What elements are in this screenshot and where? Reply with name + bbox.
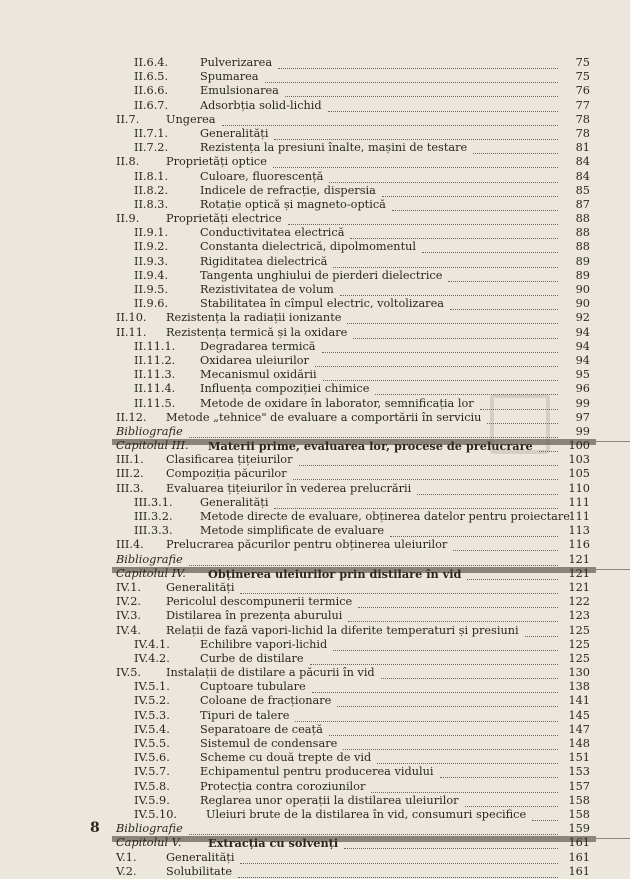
toc-entry-title: Rigiditatea dielectrică — [200, 254, 328, 268]
toc-row — [0, 694, 630, 708]
toc-page-number: 97 — [575, 410, 590, 424]
toc-page-number: 100 — [568, 439, 590, 453]
toc-entry-title: Generalități — [166, 580, 235, 594]
toc-section-number: II.8.1. — [134, 169, 169, 183]
toc-row — [0, 680, 630, 694]
toc-page-number: 157 — [568, 779, 590, 793]
toc-entry-title: Rezistența la radiații ionizante — [166, 311, 342, 325]
dot-leader — [189, 822, 558, 835]
toc-section-number: IV.4.2. — [134, 651, 170, 665]
watermark-badge-icon — [490, 394, 550, 454]
dot-leader — [288, 212, 558, 225]
toc-page-number: 130 — [568, 666, 590, 680]
toc-entry-title: Constanta dielectrică, dipolmomentul — [200, 240, 416, 254]
toc-row — [0, 723, 630, 737]
toc-entry-title: Prelucrarea păcurilor pentru obținerea uleiurilor — [166, 538, 448, 552]
dot-leader — [353, 326, 558, 339]
toc-page-number: 94 — [575, 353, 590, 367]
toc-section-number: V.1. — [116, 850, 137, 864]
toc-page-number: 138 — [568, 680, 590, 694]
toc-page-number: 110 — [568, 481, 590, 495]
toc-chapter-row — [0, 836, 630, 850]
toc-row — [0, 624, 630, 638]
dot-leader — [315, 354, 558, 367]
dot-leader — [265, 70, 558, 83]
toc-row — [0, 595, 630, 609]
toc-page-number: 148 — [568, 737, 590, 750]
toc-section-number: IV.5.6. — [134, 751, 170, 765]
toc-entry-title: Uleiuri brute de la distilarea în vid, consumuri specifice — [206, 807, 527, 821]
dot-leader — [377, 751, 558, 764]
toc-entry-title: Rezistența termică și la oxidare — [166, 325, 348, 339]
toc-row — [0, 765, 630, 779]
toc-row — [0, 283, 630, 297]
toc-entry-title: Sistemul de condensare — [200, 737, 338, 750]
dot-leader — [238, 865, 558, 878]
toc-page-number: 85 — [575, 183, 590, 197]
toc-entry-title: Obținerea uleiurilor prin distilare în vid — [208, 566, 462, 581]
toc-page-number: 77 — [575, 98, 590, 112]
toc-section-number: IV.5.1. — [134, 680, 170, 694]
toc-entry-title: Tangenta unghiului de pierderi dielectrice — [200, 268, 443, 282]
dot-leader — [448, 269, 558, 282]
toc-row — [0, 496, 630, 510]
toc-entry-title: Proprietăți electrice — [166, 212, 282, 226]
toc-entry-title: Generalități — [200, 126, 269, 140]
toc-section-number: IV.5.10. — [134, 807, 177, 821]
toc-row — [0, 666, 630, 680]
toc-row — [0, 141, 630, 155]
toc-section-number: II.10. — [116, 311, 147, 325]
toc-row — [0, 780, 630, 794]
dot-leader — [222, 113, 558, 126]
toc-entry-title: Degradarea termică — [200, 339, 316, 353]
toc-entry-title: Materii prime, evaluarea lor, procese de prelucrare — [208, 439, 533, 454]
toc-page-number: 113 — [568, 524, 590, 538]
dot-leader — [322, 340, 558, 353]
toc-row — [0, 737, 630, 751]
dot-leader — [189, 553, 558, 566]
toc-section-number: II.8.2. — [134, 183, 169, 197]
dot-leader — [329, 170, 558, 183]
dot-leader — [278, 56, 558, 69]
toc-page-number: 75 — [575, 70, 590, 84]
toc-row — [0, 524, 630, 538]
dot-leader — [465, 794, 558, 807]
toc-section-number: III.3.3. — [134, 524, 173, 538]
toc-entry-title: Influența compoziției chimice — [200, 382, 370, 396]
dot-leader — [333, 255, 558, 268]
dot-leader — [473, 141, 558, 154]
toc-page-number: 125 — [568, 623, 590, 637]
toc-row — [0, 794, 630, 808]
toc-entry-title: Relații de fază vapori-lichid la diferite temperaturi și presiuni — [166, 623, 519, 637]
toc-page-number: 90 — [575, 297, 590, 311]
toc-entry-title: Coloane de fracționare — [200, 694, 332, 708]
dot-leader — [422, 240, 558, 253]
toc-section-number: II.6.7. — [134, 98, 169, 112]
dot-leader — [285, 84, 558, 97]
toc-section-number: II.11.2. — [134, 353, 176, 367]
toc-page-number: 88 — [575, 212, 590, 226]
toc-page-number: 90 — [575, 283, 590, 296]
toc-section-number: IV.5.4. — [134, 722, 170, 736]
toc-entry-title: Echilibre vapori-lichid — [200, 637, 328, 651]
dot-leader — [467, 567, 558, 580]
toc-row — [0, 865, 630, 879]
watermark-logo — [430, 372, 570, 462]
dot-leader — [329, 723, 558, 736]
dot-leader — [274, 496, 558, 509]
toc-section-number: IV.5.5. — [134, 737, 170, 750]
toc-row — [0, 184, 630, 198]
toc-page-number: 121 — [568, 580, 590, 594]
toc-row — [0, 297, 630, 311]
toc-page-number: 88 — [575, 240, 590, 254]
toc-page-number: 116 — [568, 538, 590, 552]
toc-section-number: IV.2. — [116, 595, 142, 609]
toc-page-number: 78 — [575, 112, 590, 126]
toc-row — [0, 170, 630, 184]
toc-row — [0, 311, 630, 325]
toc-bibliography-row — [0, 553, 630, 567]
toc-entry-title: Metode „tehnice" de evaluare a comportării în serviciu — [166, 410, 482, 424]
toc-page-number: 92 — [575, 311, 590, 325]
toc-row — [0, 354, 630, 368]
toc-entry-title: Extracția cu solvenți — [208, 836, 339, 851]
toc-page-number: 158 — [568, 793, 590, 807]
toc-page-number: 153 — [568, 765, 590, 779]
dot-leader — [274, 127, 558, 140]
toc-row — [0, 326, 630, 340]
toc-row — [0, 84, 630, 98]
toc-entry-title: Conductivitatea electrică — [200, 226, 345, 240]
toc-section-number: II.11.1. — [134, 339, 176, 353]
toc-page-number: 94 — [575, 325, 590, 339]
toc-page-number: 84 — [575, 169, 590, 183]
toc-entry-title: Generalități — [166, 850, 235, 864]
dot-leader — [328, 99, 558, 112]
toc-row — [0, 226, 630, 240]
toc-entry-title: Rotație optică și magneto-optică — [200, 197, 386, 211]
toc-row — [0, 113, 630, 127]
toc-row — [0, 609, 630, 623]
toc-page-number: 99 — [575, 424, 590, 438]
toc-entry-title: Adsorbția solid-lichid — [200, 98, 322, 112]
toc-entry-title: Ungerea — [166, 112, 216, 126]
toc-page-number: 78 — [575, 126, 590, 140]
toc-entry-title: Culoare, fluorescență — [200, 169, 324, 183]
toc-section-number: II.7.1. — [134, 126, 169, 140]
page-number: 8 — [90, 820, 100, 836]
toc-row — [0, 155, 630, 169]
toc-section-number: II.9.6. — [134, 297, 169, 311]
toc-entry-title: Mecanismul oxidării — [200, 368, 317, 382]
toc-chapter-row — [0, 567, 630, 581]
toc-row — [0, 212, 630, 226]
dot-leader — [343, 737, 558, 750]
toc-row — [0, 70, 630, 84]
toc-entry-title: Oxidarea uleiurilor — [200, 353, 309, 367]
toc-entry-title: Compoziția păcurilor — [166, 467, 287, 481]
toc-section-number: II.12. — [116, 410, 147, 424]
toc-section-number: II.9. — [116, 212, 140, 226]
toc-page-number: 95 — [575, 368, 590, 382]
toc-entry-title: Bibliografie — [116, 822, 183, 836]
toc-section-number: IV.5. — [116, 666, 142, 680]
toc-row — [0, 99, 630, 113]
toc-entry-title: Curbe de distilare — [200, 651, 304, 665]
toc-section-number: IV.4.1. — [134, 637, 170, 651]
toc-row — [0, 638, 630, 652]
toc-section-number: II.9.1. — [134, 226, 169, 240]
toc-row — [0, 851, 630, 865]
toc-row — [0, 56, 630, 70]
toc-page-number: 121 — [568, 552, 590, 566]
dot-leader — [273, 155, 558, 168]
toc-entry-title: Distilarea în prezența aburului — [166, 609, 343, 623]
toc-page-number: 89 — [575, 268, 590, 282]
toc-page-number: 81 — [575, 141, 590, 155]
dot-leader — [347, 311, 558, 324]
toc-section-number: II.9.4. — [134, 268, 169, 282]
toc-section-number: II.11. — [116, 325, 147, 339]
toc-entry-title: Protecția contra coroziunilor — [200, 779, 366, 793]
toc-row — [0, 340, 630, 354]
toc-row — [0, 482, 630, 496]
toc-entry-title: Bibliografie — [116, 424, 183, 438]
toc-page-number: 96 — [575, 382, 590, 396]
toc-entry-title: Bibliografie — [116, 552, 183, 566]
toc-entry-title: Cuptoare tubulare — [200, 680, 306, 694]
toc-section-number: Capitolul III. — [116, 439, 189, 453]
dot-leader — [532, 808, 558, 821]
toc-section-number: II.6.4. — [134, 56, 169, 69]
toc-page-number: 105 — [568, 467, 590, 481]
toc-page-number: 161 — [568, 864, 590, 878]
toc-entry-title: Spumarea — [200, 70, 259, 84]
dot-leader — [440, 765, 559, 778]
dot-leader — [381, 666, 558, 679]
toc-page-number: 88 — [575, 226, 590, 240]
toc-page-number: 123 — [568, 609, 590, 623]
dot-leader — [310, 652, 558, 665]
toc-section-number: V.2. — [116, 864, 137, 878]
toc-entry-title: Metode directe de evaluare, obținerea datelor pentru proiectare — [200, 510, 570, 523]
toc-section-number: II.11.4. — [134, 382, 176, 396]
dot-leader — [525, 624, 558, 637]
dot-leader — [295, 709, 558, 722]
toc-row — [0, 127, 630, 141]
toc-entry-title: Generalități — [200, 495, 269, 509]
toc-entry-title: Scheme cu două trepte de vid — [200, 751, 372, 765]
toc-entry-title: Reglarea unor operații la distilarea uleiurilor — [200, 793, 459, 807]
toc-section-number: II.11.3. — [134, 368, 176, 382]
toc-page-number: 125 — [568, 651, 590, 665]
toc-entry-title: Solubilitate — [166, 864, 232, 878]
toc-entry-title: Tipuri de talere — [200, 708, 290, 722]
toc-row — [0, 709, 630, 723]
dot-leader — [348, 609, 558, 622]
toc-section-number: III.3.1. — [134, 495, 173, 509]
toc-page-number: 122 — [568, 595, 590, 609]
dot-leader — [344, 836, 558, 849]
toc-section-number: II.7.2. — [134, 141, 169, 155]
toc-entry-title: Indicele de refracție, dispersia — [200, 183, 376, 197]
toc-page-number: 147 — [568, 722, 590, 736]
toc-section-number: II.6.6. — [134, 84, 169, 98]
toc-section-number: II.8.3. — [134, 197, 169, 211]
toc-section-number: II.6.5. — [134, 70, 169, 84]
toc-page-number: 151 — [568, 751, 590, 765]
table-of-contents — [0, 56, 630, 879]
dot-leader — [450, 297, 558, 310]
dot-leader — [350, 226, 558, 239]
toc-entry-title: Emulsionarea — [200, 84, 279, 98]
toc-page-number: 145 — [568, 708, 590, 722]
toc-row — [0, 652, 630, 666]
toc-page-number: 161 — [568, 836, 590, 850]
dot-leader — [240, 851, 558, 864]
toc-page-number: 75 — [575, 56, 590, 69]
toc-section-number: III.3. — [116, 481, 144, 495]
toc-section-number: II.9.2. — [134, 240, 169, 254]
toc-page-number: 94 — [575, 339, 590, 353]
dot-leader — [337, 694, 558, 707]
dot-leader — [358, 595, 558, 608]
toc-page-number: 111 — [568, 495, 590, 509]
toc-page-number: 141 — [568, 694, 590, 708]
toc-section-number: II.7. — [116, 112, 140, 126]
toc-page-number: 111 — [568, 510, 590, 523]
toc-section-number: IV.5.8. — [134, 779, 170, 793]
toc-row — [0, 198, 630, 212]
toc-page-number: 159 — [568, 822, 590, 836]
dot-leader — [417, 482, 558, 495]
toc-section-number: IV.5.9. — [134, 793, 170, 807]
dot-leader — [333, 638, 558, 651]
toc-section-number: II.11.5. — [134, 396, 176, 410]
toc-section-number: III.4. — [116, 538, 144, 552]
toc-section-number: IV.1. — [116, 580, 142, 594]
toc-page-number: 89 — [575, 254, 590, 268]
toc-page-number: 99 — [575, 396, 590, 410]
toc-page-number: 125 — [568, 637, 590, 651]
dot-leader — [240, 581, 558, 594]
toc-row — [0, 269, 630, 283]
toc-entry-title: Proprietăți optice — [166, 155, 267, 169]
dot-leader — [453, 538, 558, 551]
toc-row — [0, 751, 630, 765]
dot-leader — [392, 198, 558, 211]
toc-row — [0, 467, 630, 481]
toc-section-number: Capitolul IV. — [116, 566, 186, 580]
toc-page-number: 161 — [568, 850, 590, 864]
toc-entry-title: Echipamentul pentru producerea vidului — [200, 765, 434, 779]
toc-page-number: 84 — [575, 155, 590, 169]
toc-section-number: II.9.5. — [134, 283, 169, 296]
toc-section-number: Capitolul V. — [116, 836, 182, 850]
toc-entry-title: Instalații de distilare a păcurii în vid — [166, 666, 375, 680]
toc-section-number: IV.5.2. — [134, 694, 170, 708]
dot-leader — [293, 467, 558, 480]
toc-section-number: IV.4. — [116, 623, 142, 637]
toc-page-number: 87 — [575, 197, 590, 211]
toc-entry-title: Clasificarea țițeiurilor — [166, 453, 293, 467]
toc-page-number: 103 — [568, 453, 590, 467]
toc-row — [0, 510, 630, 524]
toc-entry-title: Separatoare de ceață — [200, 722, 323, 736]
toc-section-number: III.3.2. — [134, 510, 173, 523]
toc-row — [0, 581, 630, 595]
toc-entry-title: Pericolul descompunerii termice — [166, 595, 353, 609]
toc-row — [0, 255, 630, 269]
toc-section-number: IV.5.7. — [134, 765, 170, 779]
toc-entry-title: Rezistența la presiuni înalte, mașini de testare — [200, 141, 468, 155]
dot-leader — [340, 283, 558, 296]
toc-row — [0, 240, 630, 254]
toc-page-number: 76 — [575, 84, 590, 98]
toc-entry-title: Stabilitatea în cîmpul electric, voltolizarea — [200, 297, 444, 311]
toc-entry-title: Rezistivitatea de volum — [200, 283, 334, 296]
toc-section-number: III.1. — [116, 453, 144, 467]
toc-entry-title: Pulverizarea — [200, 56, 273, 69]
dot-leader — [312, 680, 558, 693]
toc-section-number: IV.3. — [116, 609, 142, 623]
toc-entry-title: Metode simplificate de evaluare — [200, 524, 385, 538]
toc-page-number: 158 — [568, 807, 590, 821]
toc-row — [0, 538, 630, 552]
toc-section-number: II.8. — [116, 155, 140, 169]
dot-leader — [382, 184, 558, 197]
toc-section-number: IV.5.3. — [134, 708, 170, 722]
toc-section-number: III.2. — [116, 467, 144, 481]
toc-entry-title: Evaluarea țițeiurilor în vederea prelucrării — [166, 481, 412, 495]
toc-page-number: 121 — [568, 566, 590, 580]
dot-leader — [371, 780, 558, 793]
toc-section-number: II.9.3. — [134, 254, 169, 268]
toc-entry-title: Metode de oxidare în laborator, semnificația lor — [200, 396, 474, 410]
dot-leader — [390, 524, 558, 537]
